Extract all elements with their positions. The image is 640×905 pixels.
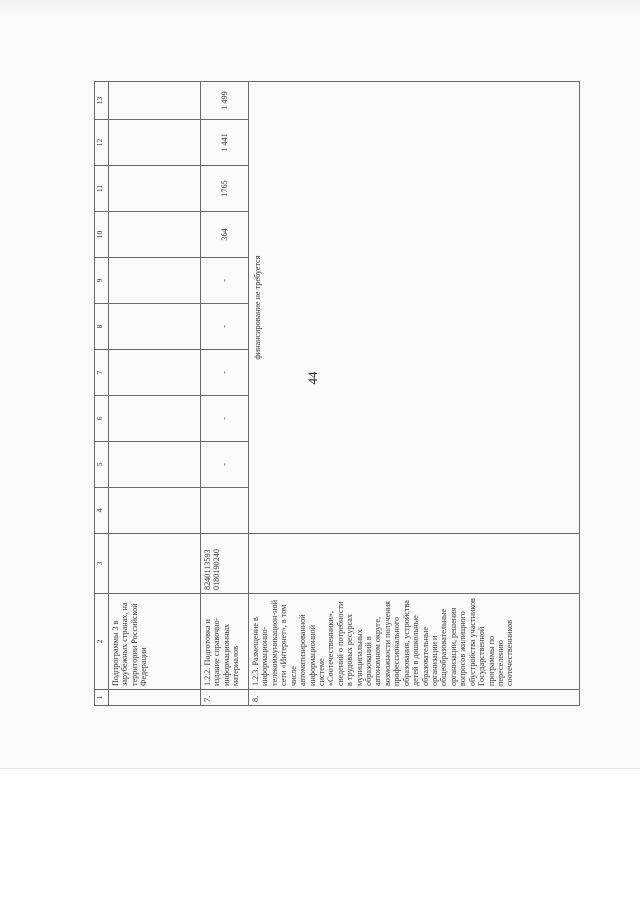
row-number — [109, 690, 201, 706]
row-value — [109, 212, 201, 258]
row-value — [109, 258, 201, 304]
row-value — [109, 442, 201, 488]
header-cell: 4 — [95, 488, 109, 534]
row-value — [109, 120, 201, 166]
row-value: - — [201, 304, 249, 350]
header-cell: 8 — [95, 304, 109, 350]
table-row — [249, 82, 580, 706]
row-value: - — [201, 442, 249, 488]
header-cell: 12 — [95, 120, 109, 166]
header-cell: 3 — [95, 534, 109, 594]
row-value — [109, 304, 201, 350]
row-value: 1 499 — [201, 82, 249, 120]
row-number: 8. — [249, 690, 580, 706]
row-code: 8240113593 0180190240 — [201, 534, 249, 594]
row-value: 1765 — [201, 166, 249, 212]
header-cell: 1 — [95, 690, 109, 706]
row-value: 1 441 — [201, 120, 249, 166]
row-value — [201, 488, 249, 534]
header-cell: 5 — [95, 442, 109, 488]
budget-table — [94, 81, 580, 706]
row-name: Подпрограммы 3 в зарубежных странах, на территории Российской Федерации — [109, 594, 201, 690]
row-number: 7. — [201, 690, 249, 706]
table-row — [109, 82, 201, 706]
row-name: 1.2.3. Размещение в информационно-телекоммуникацион-ной сети «Интернет», в том числе автоматизированной информационной системе «Соотечественники», сведений о потребности в трудовых ресурсах муниципальных образований в автономном округе, возможности получения профессионального образования, устройства детей в дошкольные образовательные организации и общеобразовательные организации, решения вопросов жилищного обустройства участников Государственной программы по переселению соотечественников — [249, 594, 580, 690]
row-value — [109, 396, 201, 442]
rotated-table-container — [94, 86, 580, 706]
row-value: - — [201, 350, 249, 396]
row-code — [109, 534, 201, 594]
row-value: 364 — [201, 212, 249, 258]
header-cell: 7 — [95, 350, 109, 396]
row-code — [249, 534, 580, 594]
merged-note: финансирование не требуется — [249, 82, 580, 534]
row-value — [109, 488, 201, 534]
row-value: - — [201, 258, 249, 304]
header-cell: 11 — [95, 166, 109, 212]
header-cell: 10 — [95, 212, 109, 258]
row-value: - — [201, 396, 249, 442]
table-row — [201, 82, 249, 706]
page-shadow — [0, 0, 640, 16]
header-cell: 13 — [95, 82, 109, 120]
row-value — [109, 350, 201, 396]
header-cell: 9 — [95, 258, 109, 304]
row-value — [109, 166, 201, 212]
page-number: 44 — [305, 371, 320, 385]
row-value — [109, 82, 201, 120]
row-name: 1.2.2. Подготовка и издание справочно-информационных материалов — [201, 594, 249, 690]
header-row — [95, 82, 109, 706]
header-cell: 6 — [95, 396, 109, 442]
header-cell: 2 — [95, 594, 109, 690]
